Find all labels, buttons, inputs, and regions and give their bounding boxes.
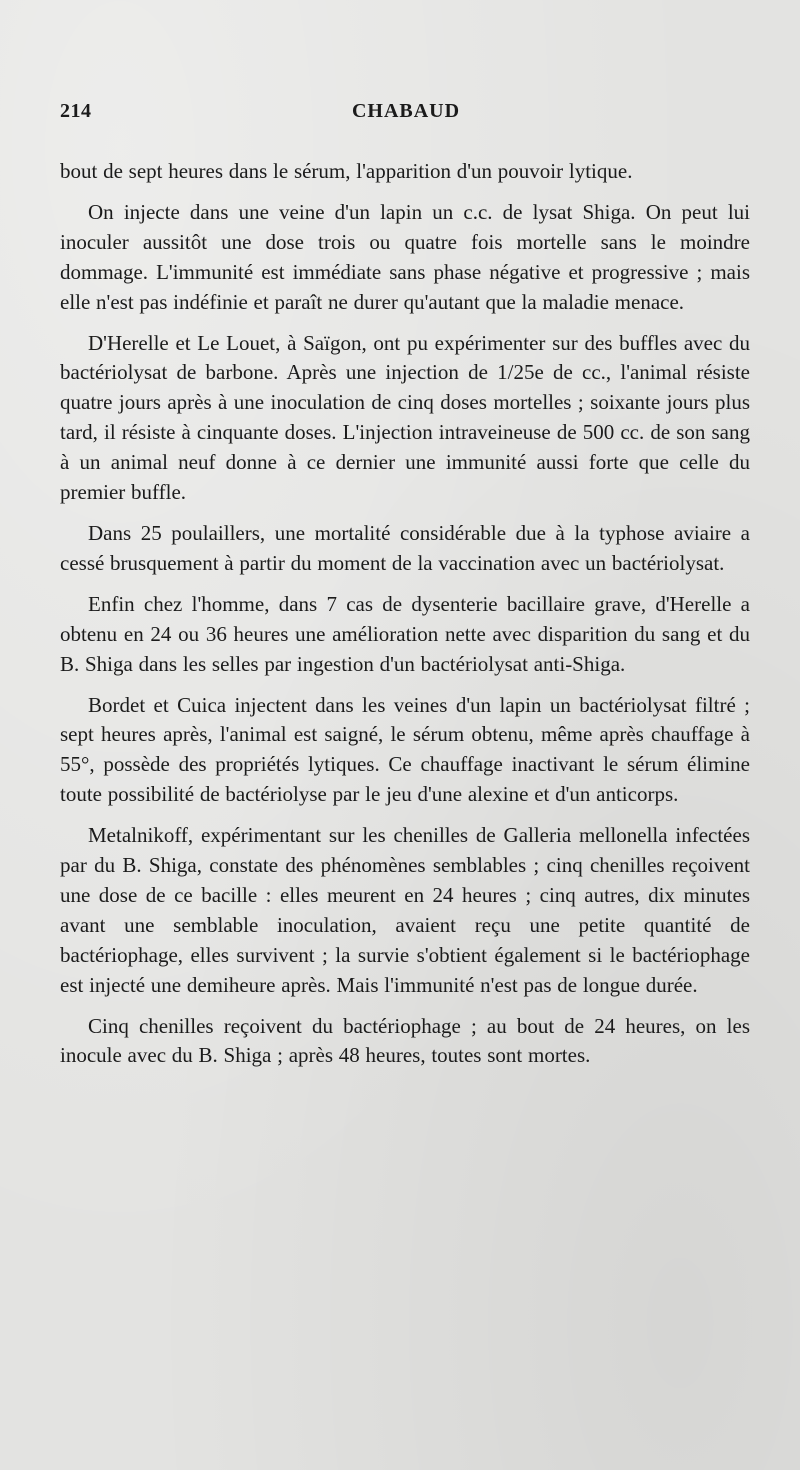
body-text [60,157,750,1082]
paragraph: bout de sept heures dans le sérum, l'apparition d'un pouvoir lytique. [60,159,633,183]
page-header [60,100,752,130]
paragraph: Bordet et Cuica injectent dans les veines d'un lapin un bactériolysat filtré ; sept heures après, l'animal est saigné, le sérum obtenu, même après chauffage à 55°, possède des propriétés lytiques. Ce chauffage inactivant le sérum élimine toute possibilité de bactériolyse par le jeu d'une alexine et d'un anticorps. [60,692,750,807]
page-number: 214 [60,100,92,122]
paragraph: Dans 25 poulaillers, une mortalité considérable due à la typhose aviaire a cessé brusquement à partir du moment de la vaccination avec un bactériolysat. [60,520,750,575]
paragraph: Enfin chez l'homme, dans 7 cas de dysenterie bacillaire grave, d'Herelle a obtenu en 24 ou 36 heures une amélioration nette avec disparition du sang et du B. Shiga dans les selles par ingestion d'un bactériolysat anti-Shiga. [60,591,750,676]
paragraph: On injecte dans une veine d'un lapin un c.c. de lysat Shiga. On peut lui inoculer aussitôt une dose trois ou quatre fois mortelle sans le moindre dommage. L'immunité est immédiate sans phase négative et progressive ; mais elle n'est pas indéfinie et paraît ne durer qu'autant que la maladie menace. [60,199,750,314]
paragraph: Cinq chenilles reçoivent du bactériophage ; au bout de 24 heures, on les inocule avec du B. Shiga ; après 48 heures, toutes sont mortes. [60,1013,750,1068]
paragraph: Metalnikoff, expérimentant sur les chenilles de Galleria mellonella infectées par du B. Shiga, constate des phénomènes semblables ; cinq chenilles reçoivent une dose de ce bacille : elles meurent en 24 heures ; cinq autres, dix minutes avant une semblable inoculation, avaient reçu une petite quantité de bactériophage, elles survivent ; la survie s'obtient également si le bactériophage est injecté une demiheure après. Mais l'immunité n'est pas de longue durée. [60,823,750,997]
paragraph: D'Herelle et Le Louet, à Saïgon, ont pu expérimenter sur des buffles avec du bactériolysat de barbone. Après une injection de 1/25e de cc., l'animal résiste quatre jours après à une inoculation de cinq doses mortelles ; soixante jours plus tard, il résiste à cinquante doses. L'injection intraveineuse de 500 cc. de son sang à un animal neuf donne à ce dernier une immunité aussi forte que celle du premier buffle. [60,330,750,505]
running-head: CHABAUD [351,100,461,122]
